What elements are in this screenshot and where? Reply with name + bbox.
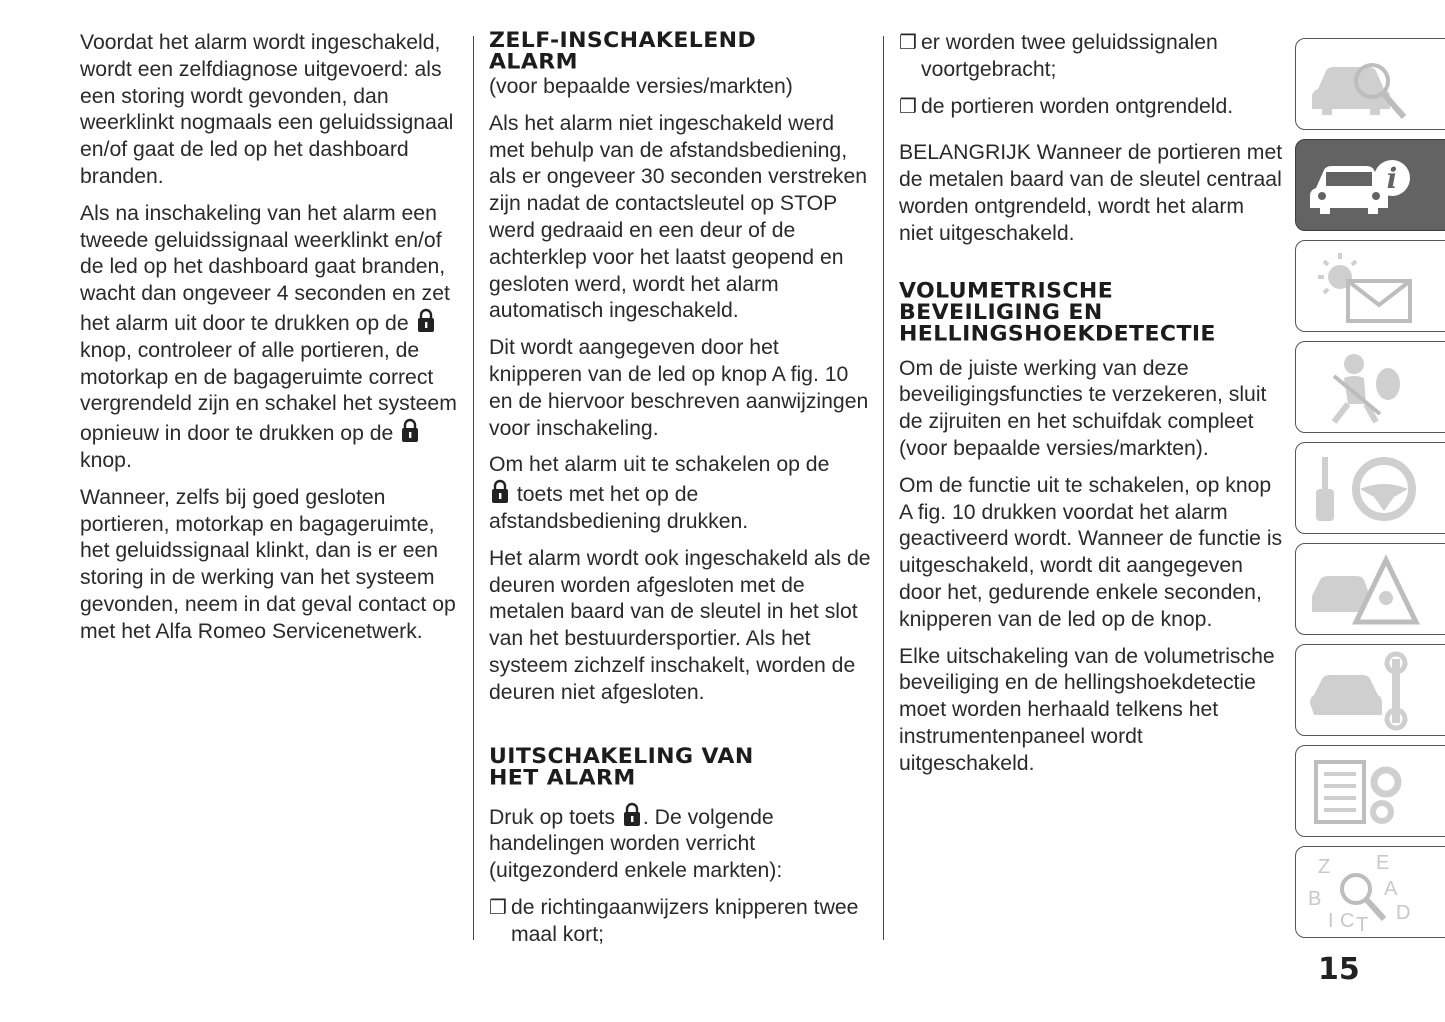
bullet-marker: ❒ (899, 95, 917, 118)
airbag-seat-icon (1304, 348, 1424, 428)
tab-emergency[interactable] (1295, 543, 1445, 635)
paragraph: Het alarm wordt ook ingeschakeld als de deuren worden afgesloten met de metalen baard van de sleutel in het slot van het bestuurdersportier. Als het systeem zichzelf inschakelt, worden de deuren niet afgesloten. (489, 546, 871, 704)
car-warning-icon (1304, 550, 1424, 630)
paragraph-text: knop, controleer of alle portieren, de motorkap en de bagageruimte correct vergrendeld zijn en schakel het systeem opnieuw in door te drukken op de (80, 338, 457, 446)
bullet-text: de richtingaanwijzers knipperen twee maal kort; (511, 895, 859, 946)
svg-text:B: B (1308, 888, 1322, 910)
svg-text:E: E (1376, 853, 1390, 874)
alphabet-index-icon (1304, 853, 1424, 933)
svg-text:D: D (1396, 902, 1411, 924)
svg-text:T: T (1356, 914, 1369, 933)
paragraph: BELANGRIJK Wanneer de portieren met de metalen baard van de sleutel centraal worden ontgrendeld, wordt het alarm niet uitgeschakeld. (899, 141, 1283, 245)
column-divider (883, 36, 884, 940)
page-number: 15 (1318, 952, 1360, 987)
tab-starting-driving[interactable] (1295, 442, 1445, 534)
bullet-marker: ❒ (489, 896, 507, 919)
paragraph: Als het alarm niet ingeschakeld werd met behulp van de afstandsbediening, als er ongeveer 30 seconden verstreken zijn nadat de contactsleutel op STOP werd gedraaid en een deur of de achterklep voor het laatst geopend en gesloten werd, wordt het alarm automatisch ingeschakeld. (489, 111, 868, 323)
bullet-text: de portieren worden ontgrendeld. (921, 94, 1234, 118)
heading-line: HET ALARM (489, 765, 636, 791)
section-heading (489, 30, 874, 73)
paragraph: Wanneer, zelfs bij goed gesloten portieren, motorkap en bagageruimte, het geluidssignaal klinkt, dan is er een storing in de werking van het systeem gevonden, neem in dat geval contact op met het Alfa Romeo Servicenetwerk. (80, 485, 456, 643)
column-divider (473, 36, 474, 940)
lock-icon (491, 479, 509, 504)
text-column-3 (899, 30, 1284, 788)
heading-line: ALARM (489, 50, 578, 75)
bullet-item (899, 94, 1284, 121)
tab-technical-data[interactable] (1295, 745, 1445, 837)
svg-text:I: I (1328, 910, 1334, 932)
paragraph (489, 802, 874, 885)
heading-line: VOLUMETRISCHE (899, 278, 1114, 303)
paragraph-text: Als na inschakeling van het alarm een tweede geluidssignaal weerklinkt en/of de led op het dashboard gaat branden, wacht dan ongeveer 4 seconden en zet het alarm uit door te drukken op de (80, 201, 450, 335)
car-info-icon (1304, 146, 1424, 226)
text-column-1 (80, 30, 460, 656)
lock-icon (623, 802, 641, 827)
paragraph: Dit wordt aangegeven door het knipperen van de led op knop A fig. 10 en de hiervoor beschreven aanwijzingen voor inschakeling. (489, 336, 869, 440)
text-column-2 (489, 30, 874, 959)
section-heading (489, 746, 874, 789)
lock-icon (401, 418, 419, 443)
tab-safety[interactable] (1295, 341, 1445, 433)
tab-car-search[interactable] (1295, 38, 1445, 130)
paragraph-text: Druk op toets (489, 805, 616, 829)
car-tools-icon (1304, 651, 1424, 731)
tab-maintenance[interactable] (1295, 644, 1445, 736)
list-gear-icon (1304, 752, 1424, 832)
svg-text:i: i (1386, 162, 1398, 195)
heading-line: HELLINGSHOEKDETECTIE (899, 321, 1216, 346)
svg-text:C: C (1340, 910, 1355, 932)
tab-index[interactable] (1295, 846, 1445, 938)
lock-icon (417, 308, 435, 333)
svg-text:A: A (1384, 878, 1398, 900)
heading-line: BEVEILIGING EN (899, 299, 1103, 325)
bullet-text: er worden twee geluidssignalen voortgebracht; (921, 31, 1218, 81)
paragraph: Voordat het alarm wordt ingeschakeld, wordt een zelfdiagnose uitgevoerd: als een storing wordt gevonden, dan weerklinkt nogmaals een geluidssignaal en/of gaat de led op het dashboard branden. (80, 31, 454, 188)
svg-text:Z: Z (1318, 856, 1331, 878)
paragraph: Elke uitschakeling van de volumetrische beveiliging en de hellingshoekdetectie moet worden herhaald telkens het instrumentenpaneel wordt uitgeschakeld. (899, 644, 1275, 775)
paragraph: Om de functie uit te schakelen, op knop A fig. 10 drukken voordat het alarm geactiveerd wordt. Wanneer de functie is uitgeschakeld, wordt dit aangegeven door het, gedurende enkele seconden, knipperen van de led op de knop. (899, 473, 1283, 631)
section-heading (899, 280, 1284, 345)
heading-line: UITSCHAKELING VAN (489, 744, 754, 769)
paragraph-text: knop. (80, 448, 132, 472)
bullet-item (489, 895, 874, 949)
bullet-item (899, 30, 1284, 84)
key-steering-wheel-icon (1304, 449, 1424, 529)
heading-line: ZELF-INSCHAKELEND (489, 28, 757, 53)
bullet-marker: ❒ (899, 32, 917, 54)
tab-car-info[interactable] (1295, 139, 1445, 231)
tab-lights-messages[interactable] (1295, 240, 1445, 332)
light-message-icon (1304, 247, 1424, 327)
paragraph-text: toets met het op de afstandsbediening drukken. (489, 483, 749, 533)
paragraph-text: Om het alarm uit te schakelen op de (489, 453, 830, 477)
paragraph (489, 452, 874, 535)
car-search-icon (1304, 45, 1424, 125)
paragraph (80, 201, 460, 475)
paragraph: Om de juiste werking van deze beveiligingsfuncties te verzekeren, sluit de zijruiten en het schuifdak compleet (voor bepaalde versies/markten). (899, 356, 1267, 460)
paragraph-text: . De volgende handelingen worden verricht (uitgezonderd enkele markten): (489, 805, 783, 883)
heading-subtitle: (voor bepaalde versies/markten) (489, 75, 793, 98)
